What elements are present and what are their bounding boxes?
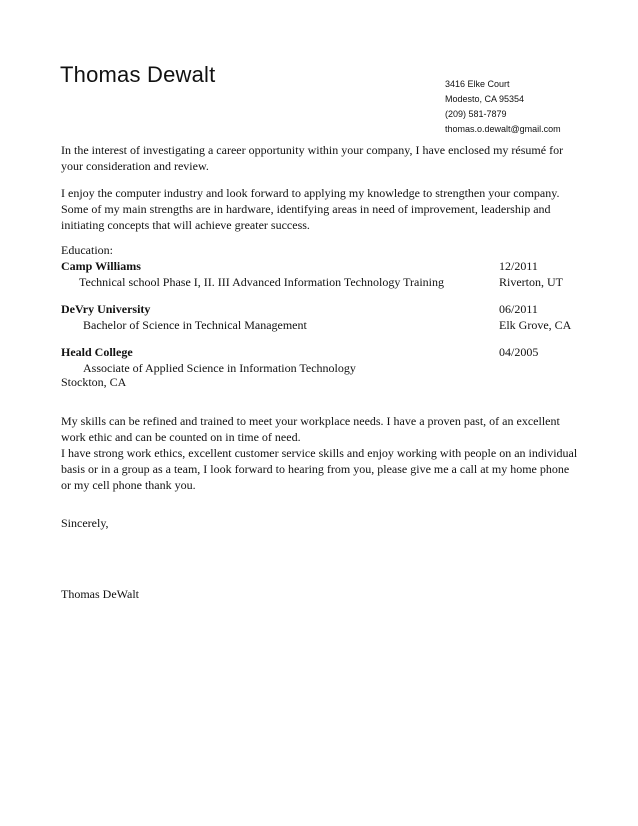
school-name: Heald College <box>61 345 133 359</box>
applicant-name: Thomas Dewalt <box>60 62 216 87</box>
education-row <box>61 344 581 360</box>
email-address: thomas.o.dewalt@gmail.com <box>445 124 561 134</box>
intro-paragraph: In the interest of investigating a career opportunity within your company, I have enclosed my résumé for your consideration and review. <box>61 143 564 173</box>
education-row <box>61 301 581 317</box>
education-location: Elk Grove, CA <box>499 318 572 332</box>
skills-paragraph <box>61 413 581 493</box>
education-row <box>61 274 581 290</box>
education-date: 06/2011 <box>499 302 538 316</box>
education-row <box>61 317 581 333</box>
address-line-2: Modesto, CA 95354 <box>445 94 525 104</box>
phone-number: (209) 581-7879 <box>445 109 507 119</box>
school-name: DeVry University <box>61 302 151 316</box>
address-line-1: 3416 Elke Court <box>445 79 510 89</box>
industry-paragraph: I enjoy the computer industry and look forward to applying my knowledge to strengthen your company. Some of my main strengths are in hardware, identifying areas in need of improvement, leadership and initiating concepts that will achieve greater success. <box>61 186 560 232</box>
education-location: Stockton, CA <box>61 375 127 389</box>
contact-block <box>445 77 561 137</box>
program-name: Bachelor of Science in Technical Management <box>83 318 307 332</box>
skills-text-1: My skills can be refined and trained to meet your workplace needs. I have a proven past, of an excellent work ethic and can be counted on in time of need. <box>61 414 560 444</box>
skills-text-2: I have strong work ethics, excellent customer service skills and enjoy working with people on an individual basis or in a group as a team, I look forward to hearing from you, please give me a call at my home phone or my cell phone thank you. <box>61 446 578 492</box>
education-date: 12/2011 <box>499 259 538 273</box>
closing-salutation: Sincerely, <box>61 516 109 530</box>
education-location: Riverton, UT <box>499 275 563 289</box>
education-date: 04/2005 <box>499 345 539 359</box>
program-name: Associate of Applied Science in Information Technology <box>83 361 356 375</box>
school-name: Camp Williams <box>61 259 141 273</box>
education-row <box>61 374 581 390</box>
education-row <box>61 258 581 274</box>
education-heading: Education: <box>61 243 113 257</box>
program-name: Technical school Phase I, II. III Advanced Information Technology Training <box>79 275 445 289</box>
signature-name: Thomas DeWalt <box>61 587 140 601</box>
